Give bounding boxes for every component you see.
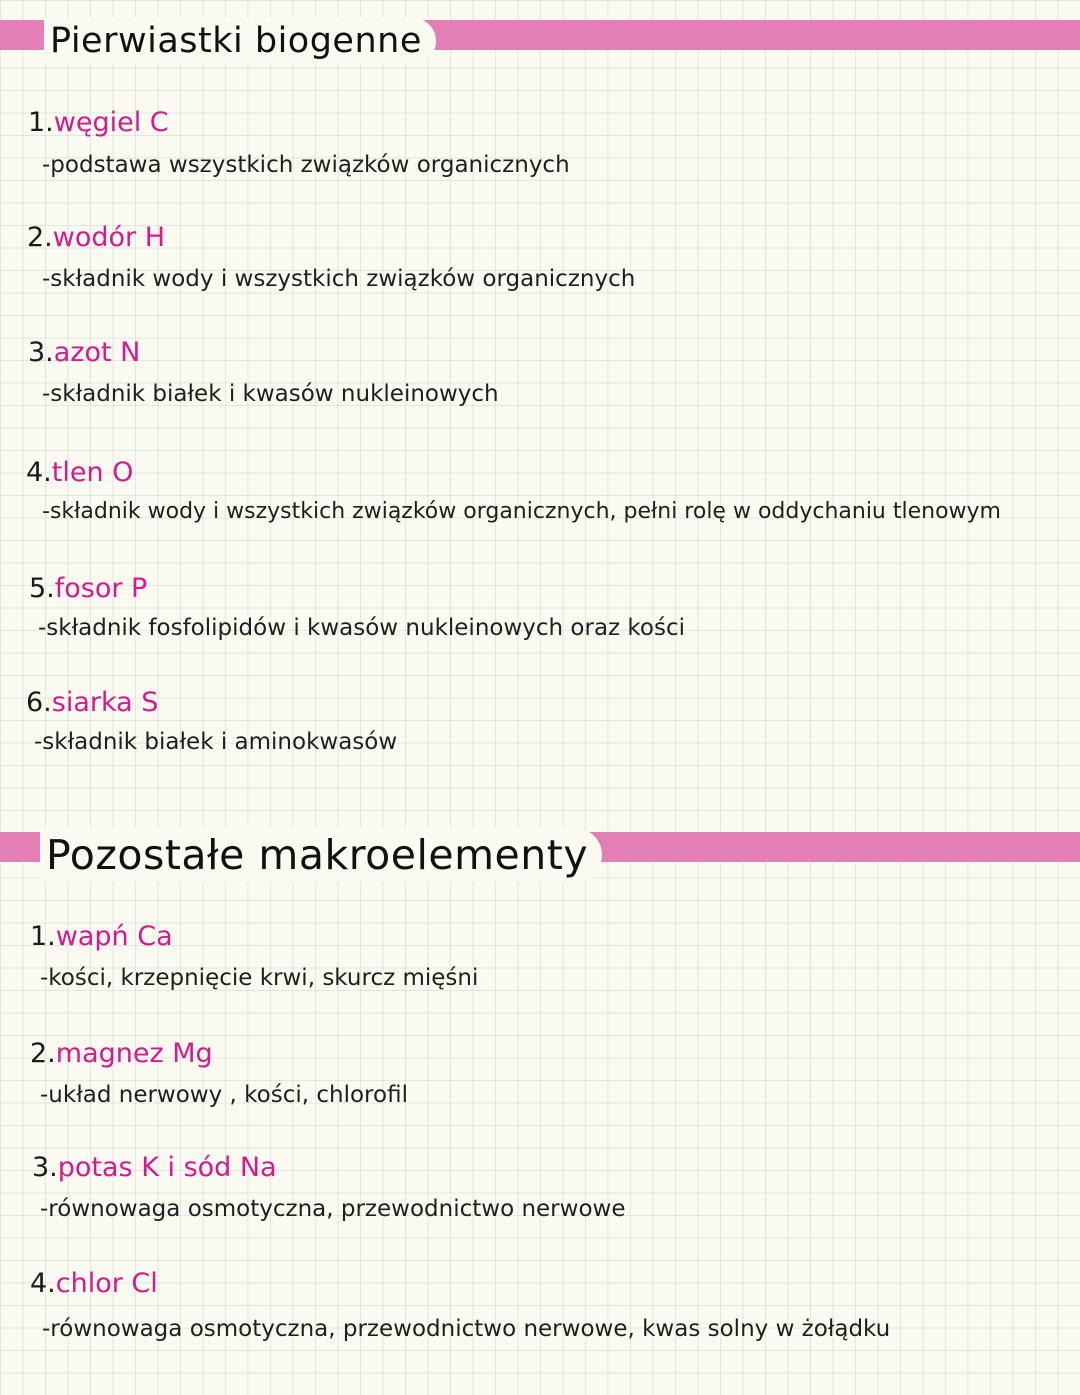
section-title-biogenic: Pierwiastki biogenne: [44, 18, 436, 64]
element-name: potas K i sód Na: [57, 1152, 277, 1183]
item-number: 6.: [26, 687, 52, 718]
item-heading: [30, 1037, 213, 1071]
item-description: -składnik fosfolipidów i kwasów nukleinowych oraz kości: [38, 615, 686, 641]
item-number: 1.: [28, 107, 54, 138]
element-name: siarka S: [51, 687, 159, 718]
item-description: -kości, krzepnięcie krwi, skurcz mięśni: [40, 965, 479, 991]
item-description: -składnik białek i kwasów nukleinowych: [42, 381, 499, 407]
item-description: -równowaga osmotyczna, przewodnictwo nerwowe, kwas solny w żołądku: [42, 1316, 891, 1342]
item-heading: [26, 456, 133, 490]
item-number: 4.: [30, 1268, 56, 1299]
item-description: -podstawa wszystkich związków organicznych: [42, 152, 570, 178]
item-heading: [26, 686, 158, 720]
element-name: fosor P: [54, 573, 148, 604]
item-heading: [32, 1151, 277, 1185]
item-number: 3.: [28, 337, 54, 368]
item-heading: [28, 106, 169, 140]
item-description: -równowaga osmotyczna, przewodnictwo nerwowe: [40, 1196, 626, 1222]
item-number: 2.: [30, 1038, 56, 1069]
item-description: -składnik białek i aminokwasów: [34, 729, 398, 755]
item-heading: [30, 1267, 158, 1301]
item-heading: [30, 920, 173, 954]
element-name: tlen O: [51, 457, 134, 488]
element-name: wapń Ca: [55, 921, 173, 952]
item-heading: [29, 572, 147, 606]
item-description: -układ nerwowy , kości, chlorofil: [40, 1082, 408, 1108]
item-heading: [28, 336, 140, 370]
element-name: magnez Mg: [55, 1038, 213, 1069]
element-name: azot N: [53, 337, 141, 368]
item-number: 5.: [29, 573, 55, 604]
item-description: -składnik wody i wszystkich związków organicznych: [42, 266, 636, 292]
item-description: -składnik wody i wszystkich związków organicznych, pełni rolę w oddychaniu tlenowym: [42, 499, 1001, 524]
item-number: 4.: [26, 457, 52, 488]
item-heading: [27, 221, 165, 255]
section-title-macroelements: Pozostałe makroelementy: [40, 828, 602, 882]
element-name: wodór H: [52, 222, 166, 253]
item-number: 1.: [30, 921, 56, 952]
item-number: 2.: [27, 222, 53, 253]
item-number: 3.: [32, 1152, 58, 1183]
element-name: chlor Cl: [55, 1268, 158, 1299]
element-name: węgiel C: [53, 107, 169, 138]
